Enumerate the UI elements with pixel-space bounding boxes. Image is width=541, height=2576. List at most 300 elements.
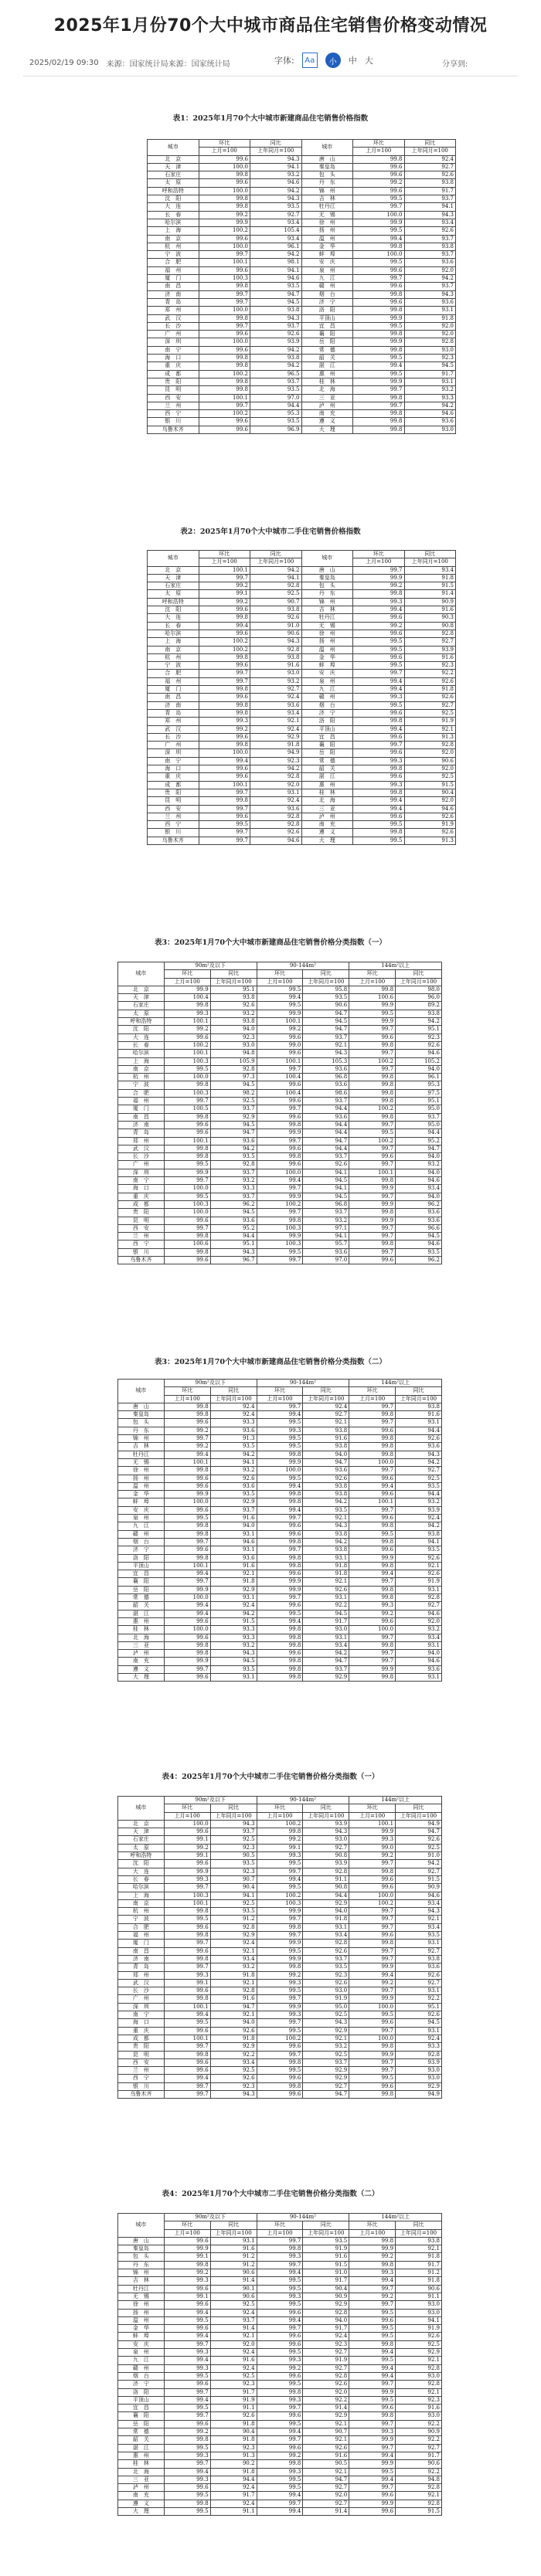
data-table	[117, 962, 442, 1264]
index-value-cell: 93.1	[404, 378, 456, 385]
city-cell: 成 都	[148, 370, 199, 378]
index-value-cell: 99.8	[199, 653, 250, 661]
index-value-cell: 99.5	[353, 195, 405, 203]
index-value-cell: 99.8	[353, 410, 405, 418]
index-value-cell: 94.2	[303, 1538, 349, 1546]
index-value-cell: 100.1	[199, 781, 250, 789]
index-value-cell: 91.8	[303, 1562, 349, 1570]
city-cell: 韶 关	[301, 765, 353, 773]
city-cell: 岳 阳	[118, 1586, 165, 1593]
city-cell: 岳 阳	[301, 749, 353, 757]
index-value-cell: 99.3	[353, 694, 405, 701]
index-value-cell: 99.4	[349, 2476, 396, 2483]
index-value-cell: 93.2	[210, 1963, 257, 1971]
city-cell: 武 汉	[118, 1145, 165, 1152]
index-value-cell: 93.8	[210, 1018, 257, 1026]
index-value-cell: 99.5	[257, 2301, 303, 2309]
index-value-cell: 99.7	[349, 2420, 396, 2428]
index-value-cell: 99.5	[349, 2309, 396, 2316]
column-header-yoy: 同比	[303, 2221, 349, 2229]
index-value-cell: 96.0	[396, 994, 442, 1002]
font-label: 字体:	[274, 56, 294, 66]
index-value-cell: 99.3	[257, 1427, 303, 1434]
font-size-large-button[interactable]: 大	[364, 56, 373, 66]
index-value-cell: 99.3	[257, 2011, 303, 2019]
table-row	[118, 2476, 442, 2483]
index-value-cell: 99.8	[349, 1868, 396, 1875]
index-value-cell: 93.5	[210, 1908, 257, 1916]
index-value-cell: 96.9	[250, 426, 302, 433]
index-value-cell: 100.3	[164, 1089, 210, 1097]
index-value-cell: 94.0	[396, 1169, 442, 1176]
city-cell: 包 头	[301, 171, 353, 179]
index-value-cell: 92.6	[404, 171, 456, 179]
city-cell: 宜 昌	[118, 2405, 165, 2412]
index-value-cell: 94.5	[210, 1081, 257, 1089]
data-table	[147, 139, 456, 434]
index-value-cell: 91.9	[210, 2396, 257, 2404]
index-value-cell: 99.6	[164, 1121, 210, 1128]
index-value-cell: 99.4	[349, 2277, 396, 2285]
index-value-cell: 100.0	[164, 1185, 210, 1193]
index-value-cell: 95.1	[396, 1098, 442, 1105]
index-value-cell: 94.7	[303, 1137, 349, 1145]
index-value-cell: 93.7	[303, 1955, 349, 1963]
index-value-cell: 99.8	[164, 1153, 210, 1161]
table-row	[148, 155, 456, 163]
index-value-cell: 99.8	[199, 386, 250, 394]
index-value-cell: 93.5	[396, 1932, 442, 1940]
city-cell: 徐 州	[118, 1467, 165, 1475]
font-size-medium-button[interactable]: 中	[348, 56, 357, 66]
table-row	[118, 2484, 442, 2492]
city-cell: 沈 阳	[118, 1026, 165, 1033]
city-cell: 赣 州	[118, 2364, 165, 2372]
index-value-cell: 99.9	[257, 1908, 303, 1916]
index-value-cell: 92.8	[250, 582, 302, 590]
table-row	[118, 2309, 442, 2316]
index-value-cell: 93.6	[404, 259, 456, 266]
index-value-cell: 94.7	[396, 1145, 442, 1152]
index-value-cell: 93.8	[396, 1530, 442, 1538]
index-value-cell: 95.3	[396, 1081, 442, 1089]
city-cell: 泉 州	[118, 2349, 165, 2357]
index-value-cell: 105.4	[250, 227, 302, 235]
city-cell: 锦 州	[118, 1435, 165, 1443]
index-value-cell: 99.4	[353, 725, 405, 733]
index-value-cell: 92.7	[404, 163, 456, 171]
index-value-cell: 100.0	[164, 1626, 210, 1634]
city-cell: 石家庄	[148, 582, 199, 590]
city-cell: 烟 台	[301, 701, 353, 709]
index-value-cell: 92.8	[396, 2381, 442, 2388]
font-size-small-button[interactable]: 小	[325, 53, 341, 68]
city-cell: 南 京	[118, 1899, 165, 1907]
city-cell: 呼和浩特	[118, 1852, 165, 1860]
index-value-cell: 92.5	[396, 2340, 442, 2348]
index-value-cell: 99.7	[164, 1538, 210, 1546]
index-value-cell: 91.7	[303, 2325, 349, 2333]
city-cell: 贵 阳	[118, 1209, 165, 1217]
table-row	[148, 630, 456, 637]
column-subheader-mom: 上月=100	[257, 1395, 303, 1403]
city-cell: 西 宁	[148, 410, 199, 418]
index-value-cell: 94.3	[396, 1451, 442, 1458]
city-cell: 牡丹江	[118, 1451, 165, 1458]
index-value-cell: 99.6	[164, 1546, 210, 1554]
city-cell: 徐 州	[118, 2301, 165, 2309]
table-row	[118, 2428, 442, 2436]
index-value-cell: 99.7	[349, 1506, 396, 1514]
index-value-cell: 92.5	[210, 1836, 257, 1844]
index-value-cell: 94.1	[404, 203, 456, 211]
index-value-cell: 92.5	[210, 2067, 257, 2075]
city-cell: 长 春	[148, 211, 199, 219]
index-value-cell: 99.9	[257, 1193, 303, 1200]
index-value-cell: 99.6	[199, 418, 250, 426]
index-value-cell: 99.7	[199, 789, 250, 796]
index-value-cell: 99.5	[257, 2381, 303, 2388]
index-value-cell: 99.8	[257, 2245, 303, 2253]
column-header-mom: 环比	[257, 970, 303, 978]
city-cell: 九 江	[301, 686, 353, 694]
city-cell: 泸 州	[301, 813, 353, 820]
index-value-cell: 92.3	[210, 2381, 257, 2388]
index-value-cell: 99.7	[349, 1121, 396, 1128]
index-value-cell: 91.3	[404, 733, 456, 741]
index-value-cell: 92.8	[396, 2500, 442, 2507]
index-value-cell: 99.6	[199, 179, 250, 187]
index-value-cell: 92.8	[210, 1065, 257, 1073]
index-value-cell: 94.3	[303, 1828, 349, 1836]
city-cell: 杭 州	[148, 653, 199, 661]
city-cell: 长 沙	[148, 322, 199, 330]
index-value-cell: 99.6	[199, 331, 250, 338]
column-subheader-mom: 上月=100	[257, 978, 303, 986]
column-header-yoy: 同比	[396, 1387, 442, 1395]
column-header-city: 城市	[148, 140, 199, 156]
index-value-cell: 99.6	[164, 2027, 210, 2035]
city-cell: 惠 州	[301, 370, 353, 378]
column-header-yoy: 同比	[396, 970, 442, 978]
index-value-cell: 90.3	[404, 614, 456, 622]
table-row	[118, 2507, 442, 2515]
city-cell: 上 海	[148, 638, 199, 646]
index-value-cell: 100.3	[199, 275, 250, 283]
index-value-cell: 90.8	[303, 1852, 349, 1860]
index-value-cell: 99.4	[164, 2396, 210, 2404]
index-value-cell: 93.7	[303, 1098, 349, 1105]
index-value-cell: 92.7	[303, 1844, 349, 1851]
index-value-cell: 99.5	[353, 701, 405, 709]
index-value-cell: 94.2	[303, 1498, 349, 1506]
city-cell: 太 原	[118, 1844, 165, 1851]
index-value-cell: 99.8	[164, 1522, 210, 1530]
table-row	[118, 2460, 442, 2468]
column-subheader-mom: 上月=100	[164, 1812, 210, 1820]
index-value-cell: 94.4	[303, 1105, 349, 1113]
index-value-cell: 94.5	[210, 1209, 257, 1217]
table-row	[118, 2011, 442, 2019]
index-value-cell: 94.0	[303, 1908, 349, 1916]
index-value-cell: 93.4	[396, 1923, 442, 1931]
index-value-cell: 99.5	[257, 2067, 303, 2075]
index-value-cell: 91.7	[210, 2492, 257, 2500]
column-subheader-yoy: 上年同月=100	[210, 2229, 257, 2237]
index-value-cell: 99.8	[349, 1240, 396, 1248]
index-value-cell: 93.1	[404, 307, 456, 314]
index-value-cell: 99.3	[349, 2428, 396, 2436]
index-value-cell: 94.5	[210, 1658, 257, 1665]
city-cell: 宜 昌	[301, 733, 353, 741]
city-cell: 赣 州	[301, 283, 353, 290]
index-value-cell: 94.6	[396, 1177, 442, 1185]
index-value-cell: 93.8	[404, 243, 456, 250]
index-value-cell: 90.5	[303, 2460, 349, 2468]
table-row	[118, 994, 442, 1002]
index-value-cell: 99.7	[349, 1026, 396, 1033]
index-value-cell: 100.0	[349, 1626, 396, 1634]
index-value-cell: 99.8	[164, 1248, 210, 1256]
index-value-cell: 91.8	[210, 2420, 257, 2428]
index-value-cell: 94.7	[303, 2476, 349, 2483]
city-cell: 唐 山	[301, 566, 353, 574]
city-cell: 温 州	[301, 646, 353, 653]
index-value-cell: 99.8	[164, 1995, 210, 2003]
index-value-cell: 92.5	[210, 2372, 257, 2380]
index-value-cell: 99.5	[164, 2372, 210, 2380]
index-value-cell: 99.7	[257, 2325, 303, 2333]
table-row	[118, 1594, 442, 1602]
index-value-cell: 99.5	[257, 1419, 303, 1427]
index-value-cell: 99.3	[164, 2277, 210, 2285]
index-value-cell: 99.8	[199, 195, 250, 203]
index-value-cell: 99.6	[349, 1475, 396, 1482]
table-row	[118, 1248, 442, 1256]
index-value-cell: 99.8	[199, 171, 250, 179]
index-value-cell: 91.3	[210, 2452, 257, 2459]
index-value-cell: 99.9	[164, 1658, 210, 1665]
index-value-cell: 99.7	[349, 2027, 396, 2035]
table-row	[118, 2269, 442, 2277]
index-value-cell: 99.8	[199, 709, 250, 717]
index-value-cell: 93.0	[396, 2372, 442, 2380]
column-header-mom: 环比	[349, 1804, 396, 1812]
index-value-cell: 99.8	[353, 418, 405, 426]
index-value-cell: 92.9	[210, 1586, 257, 1593]
index-value-cell: 99.6	[164, 2285, 210, 2293]
index-value-cell: 93.0	[396, 2301, 442, 2309]
column-group-header: 90-144m²	[257, 1797, 349, 1804]
index-value-cell: 97.3	[210, 1074, 257, 1081]
index-value-cell: 99.8	[199, 314, 250, 322]
city-cell: 岳 阳	[301, 338, 353, 346]
index-value-cell: 92.3	[210, 2082, 257, 2090]
table-row	[148, 590, 456, 598]
index-value-cell: 91.1	[210, 2405, 257, 2412]
index-value-cell: 105.3	[303, 1057, 349, 1065]
table-row	[148, 307, 456, 314]
index-value-cell: 99.8	[164, 1145, 210, 1152]
city-cell: 济 南	[148, 701, 199, 709]
city-cell: 深 圳	[148, 338, 199, 346]
index-value-cell: 99.8	[349, 2261, 396, 2269]
index-value-cell: 99.7	[353, 566, 405, 574]
index-value-cell: 99.6	[164, 1860, 210, 1868]
table-row	[118, 1860, 442, 1868]
index-value-cell: 99.6	[164, 1129, 210, 1137]
index-value-cell: 99.6	[257, 2444, 303, 2452]
table-row	[118, 1955, 442, 1963]
table-row	[118, 2396, 442, 2404]
table-row	[148, 394, 456, 402]
table-row	[118, 1828, 442, 1836]
city-cell: 南 充	[118, 1658, 165, 1665]
index-value-cell: 99.7	[257, 2051, 303, 2058]
index-value-cell: 99.5	[257, 1987, 303, 1995]
city-cell: 秦皇岛	[118, 1411, 165, 1419]
index-value-cell: 99.9	[349, 1002, 396, 1010]
city-cell: 遵 义	[118, 2500, 165, 2507]
index-value-cell: 100.0	[349, 1458, 396, 1466]
city-cell: 无 锡	[118, 2293, 165, 2300]
index-value-cell: 93.7	[303, 2058, 349, 2066]
table-row	[118, 1578, 442, 1586]
index-value-cell: 94.0	[210, 1026, 257, 1033]
index-value-cell: 99.9	[353, 338, 405, 346]
city-cell: 惠 州	[118, 1617, 165, 1625]
index-value-cell: 94.7	[396, 1828, 442, 1836]
index-value-cell: 90.8	[303, 1884, 349, 1892]
city-cell: 南 昌	[148, 283, 199, 290]
header-row	[118, 970, 442, 978]
index-value-cell: 91.8	[210, 2436, 257, 2444]
city-cell: 武 汉	[148, 725, 199, 733]
index-value-cell: 93.1	[303, 1923, 349, 1931]
index-value-cell: 94.9	[396, 2090, 442, 2098]
index-value-cell: 100.2	[199, 638, 250, 646]
column-group-header: 90-144m²	[257, 962, 349, 970]
index-value-cell: 99.7	[353, 386, 405, 394]
city-cell: 南 京	[118, 1065, 165, 1073]
city-cell: 海 口	[118, 2019, 165, 2027]
index-value-cell: 93.6	[303, 1467, 349, 1475]
index-value-cell: 93.6	[404, 418, 456, 426]
index-value-cell: 99.7	[199, 829, 250, 837]
table-row	[118, 1018, 442, 1026]
index-value-cell: 91.1	[210, 2507, 257, 2515]
table-row	[148, 386, 456, 394]
index-value-cell: 99.6	[349, 2492, 396, 2500]
index-value-cell: 92.5	[404, 709, 456, 717]
table-row	[118, 1626, 442, 1634]
index-value-cell: 92.1	[210, 1979, 257, 1987]
index-value-cell: 99.2	[199, 211, 250, 219]
index-value-cell: 99.6	[257, 1050, 303, 1057]
index-value-cell: 99.9	[257, 1940, 303, 1947]
index-value-cell: 92.9	[396, 2082, 442, 2090]
index-value-cell: 99.4	[353, 235, 405, 243]
index-value-cell: 91.0	[250, 622, 302, 630]
city-cell: 丹 东	[118, 1427, 165, 1434]
index-value-cell: 91.2	[396, 2269, 442, 2277]
table-row	[118, 1081, 442, 1089]
index-value-cell: 94.2	[396, 1458, 442, 1466]
index-value-cell: 93.5	[250, 418, 302, 426]
index-value-cell: 92.4	[210, 1403, 257, 1410]
city-cell: 海 口	[148, 765, 199, 773]
index-value-cell: 99.8	[349, 1586, 396, 1593]
table-row	[148, 606, 456, 614]
index-value-cell: 92.6	[303, 2444, 349, 2452]
index-value-cell: 100.2	[257, 1820, 303, 1828]
index-value-cell: 99.6	[199, 733, 250, 741]
city-cell: 西 安	[148, 805, 199, 813]
index-value-cell: 99.7	[349, 1193, 396, 1200]
index-value-cell: 92.0	[404, 749, 456, 757]
city-cell: 扬 州	[301, 638, 353, 646]
index-value-cell: 99.2	[353, 622, 405, 630]
index-value-cell: 99.8	[349, 1411, 396, 1419]
table-row	[118, 1562, 442, 1570]
city-cell: 桂 林	[118, 2460, 165, 2468]
column-subheader-yoy: 上年同月=100	[210, 1395, 257, 1403]
index-value-cell: 100.1	[164, 1137, 210, 1145]
index-value-cell: 92.0	[210, 2340, 257, 2348]
table-row	[118, 1610, 442, 1617]
table-row	[118, 1875, 442, 1883]
index-value-cell: 99.8	[199, 797, 250, 805]
index-value-cell: 90.8	[404, 622, 456, 630]
index-value-cell: 94.6	[250, 837, 302, 844]
font-toggle-button[interactable]: Aa	[302, 53, 318, 68]
city-cell: 海 口	[118, 1185, 165, 1193]
city-cell: 安 庆	[118, 2340, 165, 2348]
index-value-cell: 91.4	[404, 590, 456, 598]
city-cell: 杭 州	[118, 1908, 165, 1916]
index-value-cell: 92.8	[404, 630, 456, 637]
index-value-cell: 95.1	[396, 2003, 442, 2011]
index-value-cell: 93.4	[250, 219, 302, 226]
table-row	[118, 2500, 442, 2507]
table-row	[118, 1435, 442, 1443]
index-value-cell: 92.7	[396, 1979, 442, 1987]
index-value-cell: 99.7	[257, 1185, 303, 1193]
index-value-cell: 99.8	[349, 1641, 396, 1649]
index-value-cell: 99.6	[199, 426, 250, 433]
index-value-cell: 95.8	[303, 986, 349, 993]
group-header-row	[118, 2214, 442, 2221]
table-row	[118, 1665, 442, 1673]
index-value-cell: 99.8	[164, 1932, 210, 1940]
index-value-cell: 92.4	[396, 1515, 442, 1522]
index-value-cell: 99.8	[349, 1177, 396, 1185]
index-value-cell: 93.0	[250, 670, 302, 677]
index-value-cell: 99.5	[349, 2333, 396, 2340]
share-label[interactable]: 分享到:	[442, 60, 468, 69]
index-value-cell: 95.1	[396, 1026, 442, 1033]
table-row	[118, 2436, 442, 2444]
table-row	[118, 1200, 442, 1208]
index-value-cell: 99.1	[164, 2253, 210, 2261]
index-value-cell: 93.7	[303, 1665, 349, 1673]
table-row	[118, 2325, 442, 2333]
index-value-cell: 99.5	[349, 2011, 396, 2019]
index-value-cell: 100.0	[349, 2003, 396, 2011]
table-row	[148, 773, 456, 781]
index-value-cell: 92.2	[396, 2468, 442, 2476]
table-row	[118, 1844, 442, 1851]
